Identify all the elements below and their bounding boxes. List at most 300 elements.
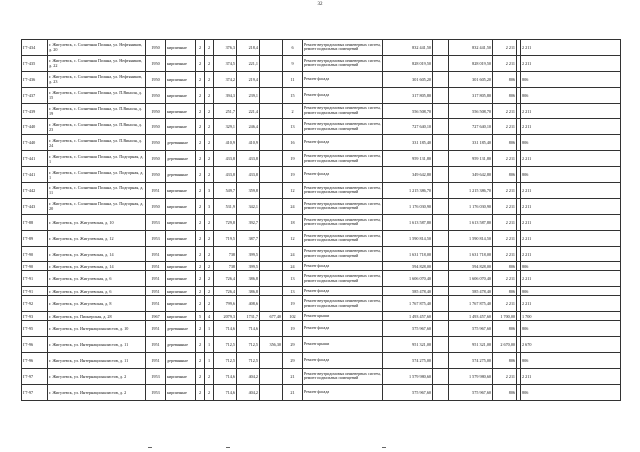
unit-cost-cell: 2 670,00 — [493, 337, 517, 353]
cost-cell: 594 828,00 — [383, 262, 433, 271]
address-cell: г. Жигулевск, ул. Жигулевская, д. 6 — [48, 271, 146, 287]
cost-cell: 832 441,50 — [383, 40, 433, 56]
unit-cost-cell: 806 — [493, 287, 517, 296]
year-cell: 1950 — [146, 71, 166, 87]
address-cell: г. Жигулевск, с. Солнечная Поляна, ул. Нефтяников, д. 22 — [48, 55, 146, 71]
residents-cell: 21 — [283, 368, 303, 384]
total-area-cell: 374,5 — [214, 55, 237, 71]
material-cell: кирпичные — [166, 198, 196, 214]
table-row — [22, 167, 621, 183]
living-area-cell: 714,6 — [237, 321, 260, 337]
residents-cell: 18 — [283, 214, 303, 230]
entrances-cell: 1 — [205, 337, 214, 353]
entrances-cell: 2 — [205, 296, 214, 312]
total-area-cell: 394,3 — [214, 87, 237, 103]
address-cell: г. Жигулевск, ул. Жигулевская, д. 12 — [48, 230, 146, 246]
living-area-cell: 239,1 — [237, 87, 260, 103]
unit-cost-cell: 2 211 — [493, 230, 517, 246]
total-area-cell: 374,2 — [214, 71, 237, 87]
fixed-area-cell — [260, 321, 283, 337]
floors-cell: 2 — [196, 287, 205, 296]
fixed-area-cell — [260, 167, 283, 183]
row-id-cell: Г7-436 — [22, 71, 48, 87]
entrances-cell: 2 — [205, 368, 214, 384]
total-area-cell: 2079,3 — [214, 312, 237, 321]
unit-cost-cell: 2 211 — [493, 368, 517, 384]
unit-cost-cell: 806 — [493, 384, 517, 400]
entrances-cell: 2 — [205, 214, 214, 230]
residents-cell: 6 — [283, 40, 303, 56]
total-area-cell: 714,6 — [214, 384, 237, 400]
fixed-area-cell — [260, 103, 283, 119]
row-id-cell: Г7-90 — [22, 246, 48, 262]
cost-cell: 1 631 718,00 — [383, 246, 433, 262]
entrances-cell: 2 — [205, 384, 214, 400]
address-cell: г. Жигулевск, ул. Интернационалистов, д. 11 — [48, 353, 146, 369]
residents-cell: 24 — [283, 246, 303, 262]
row-id-cell: Г7-91 — [22, 287, 48, 296]
row-id-cell: Г7-97 — [22, 368, 48, 384]
living-area-cell: 219,4 — [237, 71, 260, 87]
unit-cost-cell: 806 — [493, 167, 517, 183]
fixed-area-cell — [260, 40, 283, 56]
limit-cost-cell: 806 — [521, 287, 621, 296]
floors-cell: 2 — [196, 40, 205, 56]
cost-total-cell: 832 441,50 — [449, 40, 493, 56]
cost-total-cell: 1 493 457,60 — [449, 312, 493, 321]
total-area-cell: 433,8 — [214, 167, 237, 183]
living-area-cell: 387,7 — [237, 230, 260, 246]
floors-cell: 2 — [196, 71, 205, 87]
row-id-cell: Г7-95 — [22, 321, 48, 337]
work-type-cell: Ремонт фасада — [303, 262, 383, 271]
spacer-cell — [433, 55, 449, 71]
entrances-cell: 2 — [205, 271, 214, 287]
table-row — [22, 103, 621, 119]
address-cell: г. Жигулевск, ул. Пионерская, д. 28 — [48, 312, 146, 321]
work-type-cell: Ремонт внутридомовых инженерных систем, ремонт подвальных помещений — [303, 40, 383, 56]
fixed-area-cell — [260, 368, 283, 384]
unit-cost-cell: 806 — [493, 321, 517, 337]
year-cell: 1951 — [146, 246, 166, 262]
address-cell: г. Жигулевск, с. Солнечная Поляна, ул. П.Виноля, д. 15 — [48, 87, 146, 103]
cost-cell: 959 131,80 — [383, 151, 433, 167]
year-cell: 1950 — [146, 40, 166, 56]
year-cell: 1951 — [146, 287, 166, 296]
table-row — [22, 321, 621, 337]
material-cell: кирпичные — [166, 103, 196, 119]
living-area-cell: 410,9 — [237, 135, 260, 151]
entrances-cell: 2 — [205, 103, 214, 119]
unit-cost-cell: 2 211 — [493, 246, 517, 262]
residents-cell: 13 — [283, 287, 303, 296]
cost-cell: 349 642,80 — [383, 167, 433, 183]
total-area-cell: 714,6 — [214, 368, 237, 384]
floors-cell: 2 — [196, 167, 205, 183]
cost-cell: 301 605,20 — [383, 71, 433, 87]
table-row — [22, 40, 621, 56]
material-cell: деревянные — [166, 337, 196, 353]
entrances-cell: 2 — [205, 135, 214, 151]
fixed-area-cell: 356,30 — [260, 337, 283, 353]
material-cell: кирпичные — [166, 40, 196, 56]
floors-cell: 2 — [196, 271, 205, 287]
floors-cell: 2 — [196, 337, 205, 353]
fixed-area-cell — [260, 71, 283, 87]
limit-cost-cell: 2 211 — [521, 230, 621, 246]
fixed-area-cell — [260, 55, 283, 71]
living-area-cell: 1731,7 — [237, 312, 260, 321]
cost-total-cell: 331 185,40 — [449, 135, 493, 151]
material-cell: кирпичные — [166, 271, 196, 287]
cost-total-cell: 1 176 030,90 — [449, 198, 493, 214]
row-id-cell: Г7-96 — [22, 337, 48, 353]
limit-cost-cell: 2 211 — [521, 103, 621, 119]
material-cell: кирпичные — [166, 55, 196, 71]
cost-total-cell: 1 767 875,40 — [449, 296, 493, 312]
residents-cell: 9 — [283, 55, 303, 71]
entrances-cell: 1 — [205, 353, 214, 369]
table-row — [22, 312, 621, 321]
residents-cell: 102 — [283, 312, 303, 321]
material-cell: деревянные — [166, 321, 196, 337]
work-type-cell: Ремонт внутридомовых инженерных систем, ремонт подвальных помещений — [303, 103, 383, 119]
cost-cell: 1 493 457,60 — [383, 312, 433, 321]
floors-cell: 2 — [196, 246, 205, 262]
floors-cell: 2 — [196, 384, 205, 400]
year-cell: 1950 — [146, 87, 166, 103]
total-area-cell: 531,9 — [214, 198, 237, 214]
limit-cost-cell: 806 — [521, 71, 621, 87]
material-cell: деревянные — [166, 353, 196, 369]
cost-total-cell: 828 019,50 — [449, 55, 493, 71]
work-type-cell: Ремонт внутридомовых инженерных систем, ремонт подвальных помещений — [303, 246, 383, 262]
fixed-area-cell — [260, 296, 283, 312]
residents-cell: 13 — [283, 271, 303, 287]
work-type-cell: Ремонт крыши — [303, 312, 383, 321]
floors-cell: 2 — [196, 87, 205, 103]
cost-cell: 574 275,00 — [383, 353, 433, 369]
unit-cost-cell: 2 211 — [493, 55, 517, 71]
row-id-cell: Г7-440 — [22, 119, 48, 135]
row-id-cell: Г7-97 — [22, 384, 48, 400]
limit-cost-cell: 2 211 — [521, 214, 621, 230]
year-cell: 1950 — [146, 119, 166, 135]
spacer-cell — [433, 262, 449, 271]
residents-cell: 12 — [283, 183, 303, 199]
cost-cell: 331 185,40 — [383, 135, 433, 151]
material-cell: кирпичные — [166, 183, 196, 199]
residents-cell: 19 — [283, 296, 303, 312]
limit-cost-cell: 806 — [521, 135, 621, 151]
spacer-cell — [433, 214, 449, 230]
work-type-cell: Ремонт крыши — [303, 337, 383, 353]
cost-total-cell: 317 805,80 — [449, 87, 493, 103]
page-number: 32 — [317, 2, 323, 7]
table-row — [22, 55, 621, 71]
floors-cell: 2 — [196, 368, 205, 384]
spacer-cell — [433, 287, 449, 296]
year-cell: 1950 — [146, 151, 166, 167]
material-cell: кирпичные — [166, 87, 196, 103]
cost-cell: 1 606 070,40 — [383, 271, 433, 287]
row-id-cell: Г7-442 — [22, 183, 48, 199]
living-area-cell: 712,5 — [237, 353, 260, 369]
address-cell: г. Жигулевск, с. Солнечная Поляна, ул. П.Виноля, д. 19 — [48, 103, 146, 119]
cost-total-cell: 1 579 980,60 — [449, 368, 493, 384]
cost-cell: 1 590 814,50 — [383, 230, 433, 246]
limit-cost-cell: 806 — [521, 353, 621, 369]
entrances-cell: 3 — [205, 183, 214, 199]
cost-total-cell: 575 967,60 — [449, 321, 493, 337]
total-area-cell: 712,5 — [214, 353, 237, 369]
work-type-cell: Ремонт внутридомовых инженерных систем, ремонт подвальных помещений — [303, 183, 383, 199]
limit-cost-cell: 2 211 — [521, 368, 621, 384]
floors-cell: 2 — [196, 296, 205, 312]
unit-cost-cell: 806 — [493, 71, 517, 87]
cost-cell: 727 640,10 — [383, 119, 433, 135]
cost-cell: 556 508,70 — [383, 103, 433, 119]
material-cell: деревянные — [166, 167, 196, 183]
cost-cell: 828 019,50 — [383, 55, 433, 71]
entrances-cell: 2 — [205, 167, 214, 183]
spacer-cell — [433, 71, 449, 87]
total-area-cell: 799,6 — [214, 296, 237, 312]
material-cell: кирпичные — [166, 214, 196, 230]
residents-cell: 16 — [283, 135, 303, 151]
address-cell: г. Жигулевск, ул. Интернационалистов, д. 2 — [48, 368, 146, 384]
work-type-cell: Ремонт фасада — [303, 384, 383, 400]
address-cell: г. Жигулевск, ул. Интернационалистов, д. 2 — [48, 384, 146, 400]
residents-cell: 29 — [283, 353, 303, 369]
material-cell: кирпичные — [166, 71, 196, 87]
cost-total-cell: 556 508,70 — [449, 103, 493, 119]
cost-cell: 1 579 980,60 — [383, 368, 433, 384]
cost-cell: 1 767 875,40 — [383, 296, 433, 312]
address-cell: г. Жигулевск, с. Солнечная Поляна, ул. Подгорная, д. 1 — [48, 151, 146, 167]
spacer-cell — [433, 40, 449, 56]
page-mark — [226, 447, 230, 448]
table-row — [22, 151, 621, 167]
address-cell: г. Жигулевск, с. Солнечная Поляна, ул. П.Виноля, д. 23 — [48, 119, 146, 135]
spacer-cell — [433, 321, 449, 337]
floors-cell: 2 — [196, 353, 205, 369]
cost-total-cell: 1 590 814,50 — [449, 230, 493, 246]
fixed-area-cell — [260, 230, 283, 246]
limit-cost-cell: 2 211 — [521, 151, 621, 167]
unit-cost-cell: 2 211 — [493, 183, 517, 199]
fixed-area-cell — [260, 271, 283, 287]
year-cell: 1953 — [146, 230, 166, 246]
address-cell: г. Жигулевск, ул. Интернационалистов, д. 10 — [48, 321, 146, 337]
living-area-cell: 246,4 — [237, 119, 260, 135]
year-cell: 1951 — [146, 337, 166, 353]
cost-cell: 1 176 030,90 — [383, 198, 433, 214]
material-cell: кирпичные — [166, 368, 196, 384]
cost-cell: 317 805,80 — [383, 87, 433, 103]
row-id-cell: Г7-443 — [22, 198, 48, 214]
material-cell: деревянные — [166, 151, 196, 167]
living-area-cell: 221,4 — [237, 103, 260, 119]
work-type-cell: Ремонт фасада — [303, 71, 383, 87]
residents-cell: 21 — [283, 384, 303, 400]
material-cell: кирпичные — [166, 230, 196, 246]
material-cell: деревянные — [166, 135, 196, 151]
residents-cell: 19 — [283, 167, 303, 183]
fixed-area-cell: 677,40 — [260, 312, 283, 321]
spacer-cell — [433, 246, 449, 262]
repair-program-table — [21, 39, 621, 401]
table-row — [22, 135, 621, 151]
unit-cost-cell: 2 211 — [493, 198, 517, 214]
residents-cell: 24 — [283, 262, 303, 271]
cost-total-cell: 1 215 386,70 — [449, 183, 493, 199]
total-area-cell: 738 — [214, 246, 237, 262]
total-area-cell: 433,8 — [214, 151, 237, 167]
page-mark — [148, 447, 152, 448]
total-area-cell: 376,3 — [214, 40, 237, 56]
year-cell: 1951 — [146, 353, 166, 369]
fixed-area-cell — [260, 353, 283, 369]
year-cell: 1950 — [146, 167, 166, 183]
spacer-cell — [433, 312, 449, 321]
row-id-cell: Г7-441 — [22, 151, 48, 167]
total-area-cell: 726,4 — [214, 271, 237, 287]
cost-total-cell: 1 606 070,40 — [449, 271, 493, 287]
table-row — [22, 198, 621, 214]
cost-total-cell: 575 967,60 — [449, 384, 493, 400]
entrances-cell: 2 — [205, 119, 214, 135]
living-area-cell: 218,4 — [237, 40, 260, 56]
work-type-cell: Ремонт фасада — [303, 287, 383, 296]
living-area-cell: 433,8 — [237, 167, 260, 183]
work-type-cell: Ремонт внутридомовых инженерных систем, ремонт подвальных помещений — [303, 214, 383, 230]
work-type-cell: Ремонт внутридомовых инженерных систем, ремонт подвальных помещений — [303, 271, 383, 287]
work-type-cell: Ремонт внутридомовых инженерных систем, ремонт подвальных помещений — [303, 151, 383, 167]
fixed-area-cell — [260, 87, 283, 103]
limit-cost-cell: 2 211 — [521, 198, 621, 214]
spacer-cell — [433, 384, 449, 400]
limit-cost-cell: 806 — [521, 384, 621, 400]
entrances-cell: 2 — [205, 246, 214, 262]
total-area-cell: 549,7 — [214, 183, 237, 199]
row-id-cell: Г7-435 — [22, 55, 48, 71]
row-id-cell: Г7-92 — [22, 296, 48, 312]
limit-cost-cell: 1 700 — [521, 312, 621, 321]
residents-cell: 13 — [283, 119, 303, 135]
living-area-cell: 399,5 — [237, 246, 260, 262]
page-mark — [382, 447, 386, 448]
table-row — [22, 271, 621, 287]
material-cell: кирпичные — [166, 262, 196, 271]
fixed-area-cell — [260, 287, 283, 296]
fixed-area-cell — [260, 151, 283, 167]
floors-cell: 2 — [196, 198, 205, 214]
unit-cost-cell: 2 211 — [493, 296, 517, 312]
row-id-cell: Г7-441 — [22, 167, 48, 183]
unit-cost-cell: 2 211 — [493, 103, 517, 119]
limit-cost-cell: 806 — [521, 87, 621, 103]
address-cell: г. Жигулевск, ул. Жигулевская, д. 14 — [48, 246, 146, 262]
work-type-cell: Ремонт внутридомовых инженерных систем, ремонт подвальных помещений — [303, 296, 383, 312]
year-cell: 1953 — [146, 384, 166, 400]
entrances-cell: 2 — [205, 230, 214, 246]
address-cell: г. Жигулевск, ул. Жигулевская, д. 6 — [48, 287, 146, 296]
entrances-cell: 3 — [205, 198, 214, 214]
residents-cell: 15 — [283, 87, 303, 103]
cost-cell: 1 613 587,80 — [383, 214, 433, 230]
unit-cost-cell: 806 — [493, 262, 517, 271]
material-cell: кирпичные — [166, 287, 196, 296]
spacer-cell — [433, 119, 449, 135]
spacer-cell — [433, 183, 449, 199]
floors-cell: 5 — [196, 312, 205, 321]
total-area-cell: 729,8 — [214, 214, 237, 230]
floors-cell: 2 — [196, 230, 205, 246]
work-type-cell: Ремонт фасада — [303, 321, 383, 337]
year-cell: 1950 — [146, 198, 166, 214]
row-id-cell: Г7-434 — [22, 40, 48, 56]
unit-cost-cell: 806 — [493, 353, 517, 369]
address-cell: г. Жигулевск, с. Солнечная Поляна, ул. Нефтяников, д. 23 — [48, 71, 146, 87]
work-type-cell: Ремонт внутридомовых инженерных систем, ремонт подвальных помещений — [303, 198, 383, 214]
living-area-cell: 404,2 — [237, 368, 260, 384]
total-area-cell: 714,6 — [214, 321, 237, 337]
spacer-cell — [433, 87, 449, 103]
cost-cell: 1 215 386,70 — [383, 183, 433, 199]
address-cell: г. Жигулевск, ул. Интернационалистов, д. 11 — [48, 337, 146, 353]
cost-total-cell: 349 642,80 — [449, 167, 493, 183]
spacer-cell — [433, 337, 449, 353]
table-row — [22, 87, 621, 103]
residents-cell: 11 — [283, 71, 303, 87]
unit-cost-cell: 2 211 — [493, 40, 517, 56]
material-cell: кирпичные — [166, 384, 196, 400]
living-area-cell: 408,6 — [237, 296, 260, 312]
cost-total-cell: 727 640,10 — [449, 119, 493, 135]
year-cell: 1953 — [146, 368, 166, 384]
entrances-cell: 2 — [205, 262, 214, 271]
work-type-cell: Ремонт фасада — [303, 135, 383, 151]
limit-cost-cell: 2 670 — [521, 337, 621, 353]
spacer-cell — [433, 198, 449, 214]
residents-cell: 29 — [283, 337, 303, 353]
entrances-cell: 2 — [205, 55, 214, 71]
cost-total-cell: 585 478,40 — [449, 287, 493, 296]
total-area-cell: 251,7 — [214, 103, 237, 119]
floors-cell: 2 — [196, 214, 205, 230]
unit-cost-cell: 2 211 — [493, 271, 517, 287]
spacer-cell — [433, 353, 449, 369]
spacer-cell — [433, 167, 449, 183]
year-cell: 1950 — [146, 135, 166, 151]
living-area-cell: 399,5 — [237, 262, 260, 271]
year-cell: 1951 — [146, 183, 166, 199]
floors-cell: 2 — [196, 103, 205, 119]
row-id-cell: Г7-439 — [22, 103, 48, 119]
cost-total-cell: 951 321,00 — [449, 337, 493, 353]
floors-cell: 2 — [196, 55, 205, 71]
year-cell: 1951 — [146, 271, 166, 287]
year-cell: 1951 — [146, 262, 166, 271]
unit-cost-cell: 806 — [493, 135, 517, 151]
spacer-cell — [433, 230, 449, 246]
work-type-cell: Ремонт внутридомовых инженерных систем, ремонт подвальных помещений — [303, 368, 383, 384]
fixed-area-cell — [260, 198, 283, 214]
spacer-cell — [433, 368, 449, 384]
entrances-cell: 2 — [205, 151, 214, 167]
fixed-area-cell — [260, 214, 283, 230]
